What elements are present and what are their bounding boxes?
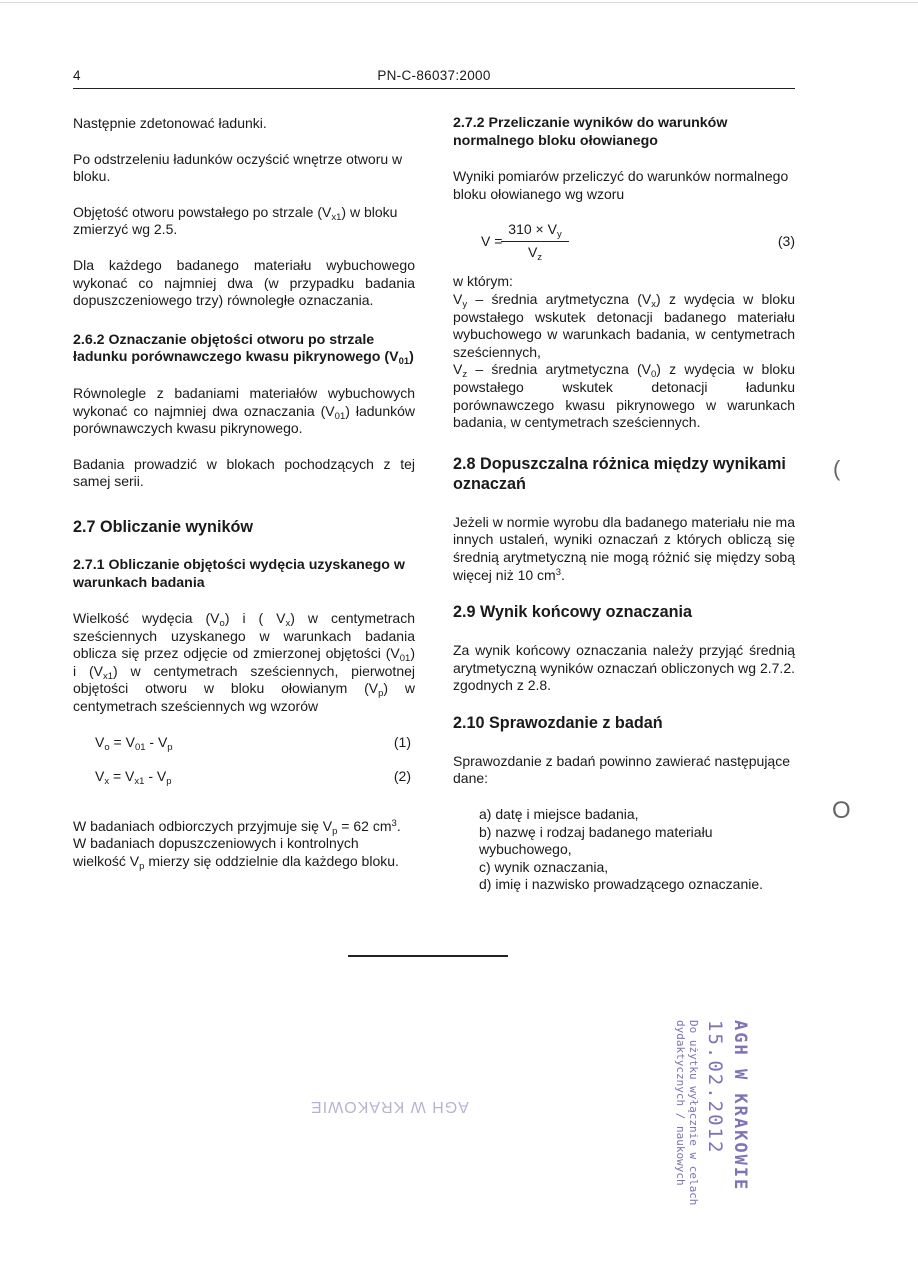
left-column xyxy=(73,115,415,888)
page-header xyxy=(73,68,795,89)
heading-2-7-2: 2.7.2 Przeliczanie wyników do warunków normalnego bloku ołowianego xyxy=(453,115,728,149)
definition-vz: $V_z$ – średnia arytmetyczna $(V_0)$ z wydęcia w bloku powstałego wskutek detonacji ładunku porównawczego kwasu pikrynowego w warunkach badania, w centymetrach sześciennych. xyxy=(453,361,795,431)
paragraph-recalc: Wyniki pomiarów przeliczyć do warunków normalnego bloku ołowianego wg wzoru xyxy=(453,168,789,202)
heading-2-7: 2.7 Obliczanie wyników xyxy=(73,517,253,536)
equation-number-2: (2) xyxy=(393,767,411,784)
paragraph-report: Sprawozdanie z badań powinno zawierać następujące dane: xyxy=(453,752,790,787)
list-item: b) nazwę i rodzaj badanego materiału wybuchowego, xyxy=(479,823,713,858)
paragraph-same-series: Badania prowadzić w blokach pochodzących z tej samej serii. xyxy=(73,455,415,490)
equation-2: $V_x = V_{x1} - V_p$ (2) xyxy=(95,767,411,787)
right-column xyxy=(453,115,795,894)
paragraph-clean: Po odstrzeleniu ładunków oczyścić wnętrze otworu w bloku. xyxy=(73,150,403,185)
scan-edge-line xyxy=(0,2,918,3)
equation-number-3: (3) xyxy=(777,233,795,250)
paragraph-measure-volume: Objętość otworu powstałego po strzale $(V_{x1})$ w bloku zmierzyć wg 2.5. xyxy=(73,203,398,238)
list-item: c) wynik oznaczania, xyxy=(479,858,609,875)
paragraph-permissible-difference: Jeżeli w normie wyrobu dla badanego materiału nie ma innych ustaleń, wyniki oznaczań z których obliczą się średnią arytmetyczną nie mogą różnić się między sobą więcej niż 10 $cm^3$. xyxy=(453,513,795,583)
paragraph-vp-values: W badaniach odbiorczych przyjmuje się $V_p = 62$ $cm^3$. W badaniach dopuszczeniowych i kontrolnych wielkość $V_p$ mierzy się oddzielnie dla każdego bloku. xyxy=(73,817,401,872)
equation-1: $V_o = V_{01} - V_p$ (1) xyxy=(95,733,411,753)
paragraph-parallel-tests: Dla każdego badanego materiału wybuchowego wykonać co najmniej dwa (w przypadku badania dopuszczeniowego trzy) równoległe oznaczania. xyxy=(73,256,415,309)
end-divider xyxy=(348,955,508,957)
equation-number-1: (1) xyxy=(393,733,411,750)
paragraph-final-result: Za wynik końcowy oznaczania należy przyjąć średnią arytmetyczną wyników oznaczań obliczonych wg 2.7.2. zgodnych z 2.8. xyxy=(453,642,795,694)
paragraph-reference-charges: Równolegle z badaniami materiałów wybuchowych wykonać co najmniej dwa oznaczania $(V_{01})$ ładunków porównawczych kwasu pikrynowego. xyxy=(73,384,415,437)
binding-hole-mark: ( xyxy=(833,456,841,481)
list-item: d) imię i nazwisko prowadzącego oznaczanie. xyxy=(479,876,764,893)
where-label: w którym: xyxy=(453,273,513,290)
paragraph-detonate: Następnie zdetonować ładunki. xyxy=(73,115,267,131)
binding-hole-mark: O xyxy=(832,797,851,824)
equation-3: V = $\frac{310 \times V_y}{V_z}$ (3) xyxy=(481,221,795,263)
heading-2-7-1: 2.7.1 Obliczanie objętości wydęcia uzyskanego w warunkach badania xyxy=(73,556,405,591)
heading-2-10: 2.10 Sprawozdanie z badań xyxy=(453,713,663,732)
standard-number: PN-C-86037:2000 xyxy=(377,68,491,83)
heading-2-8: 2.8 Dopuszczalna różnica między wynikami oznaczań xyxy=(453,454,786,493)
report-items-list xyxy=(453,806,795,894)
faint-stamp-mirror: AGH W KRAKOWIE xyxy=(310,1098,469,1115)
list-item: a) datę i miejsce badania, xyxy=(479,806,639,823)
heading-2-6-2: 2.6.2 Oznaczanie objętości otworu po strzale ładunku porównawczego kwasu pikrynowego $(V_{01})$ xyxy=(73,331,414,368)
heading-2-9: 2.9 Wynik końcowy oznaczania xyxy=(453,603,692,622)
definition-vy: $V_y$ – średnia arytmetyczna $(V_x)$ z wydęcia w bloku powstałego wskutek detonacji badanego materiału wybuchowego w warunkach badania, w centymetrach sześciennych, xyxy=(453,290,795,360)
library-stamp: AGH W KRAKOWIE 15.02.2012 Do użytku wyłącznie w celach dydaktycznych / naukowych xyxy=(674,1020,750,1206)
page-number: 4 xyxy=(73,68,81,83)
paragraph-expansion-calc: Wielkość wydęcia $(V_o)$ i ( $V_x$) w centymetrach sześciennych uzyskanego w warunkach badania oblicza się przez odjęcie od zmierzonej objętości $(V_{01})$ i $(V_{x1})$ w centymetrach sześciennych, pierwotnej objętości otworu w bloku ołowianym $(V_p)$ w centymetrach sześciennych wg wzorów xyxy=(73,610,415,715)
